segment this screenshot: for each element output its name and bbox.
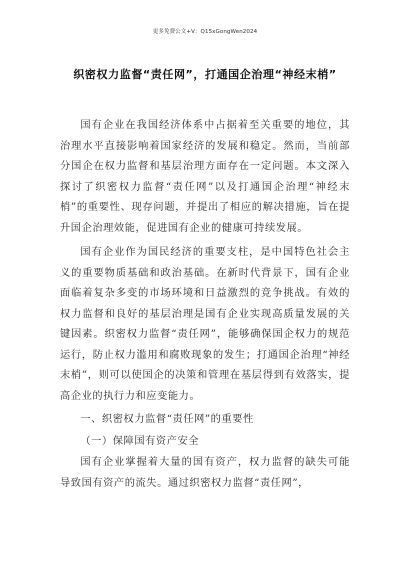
document-body: [60, 116, 350, 494]
subsection-heading: （一）保障国有资产安全: [80, 436, 200, 447]
paragraph-section1: 国有企业掌握着大量的国有资产，权力监督的缺失可能导致国有资产的流失。通过织密权力监督“责任网”，: [60, 457, 350, 489]
document-title: 织密权力监督“责任网”，打通国企治理“神经末梢”: [73, 68, 337, 81]
header-note: 更多免费公文+V：Q15xGongWen2024: [152, 29, 258, 35]
paragraph-intro: 国有企业作为国民经济的重要支柱，是中国特色社会主义的重要物质基础和政治基础。在新时代背景下，国有企业面临着复杂多变的市场环境和日益激烈的竞争挑战。有效的权力监督和良好的基层治理是国有企业实现高质量发展的关键因素。织密权力监督“责任网”，能够确保国企权力的规范运行，防止权力滥用和腐败现象的发生；打通国企治理“神经末梢”，则可以使国企的决策和管理在基层得到有效落实，提高企业的执行力和应变能力。: [60, 247, 350, 402]
section-heading: 一、织密权力监督“责任网”的重要性: [80, 414, 254, 425]
paragraph-abstract: 国有企业在我国经济体系中占据着至关重要的地位，其治理水平直接影响着国家经济的发展和稳定。然而，当前部分国企在权力监督和基层治理方面存在一定问题。本文深入探讨了织密权力监督“责任网”以及打通国企治理“神经末梢”的重要性、现存问题，并提出了相应的解决措施，旨在提升国企治理效能，促进国有企业的健康可持续发展。: [60, 120, 350, 234]
